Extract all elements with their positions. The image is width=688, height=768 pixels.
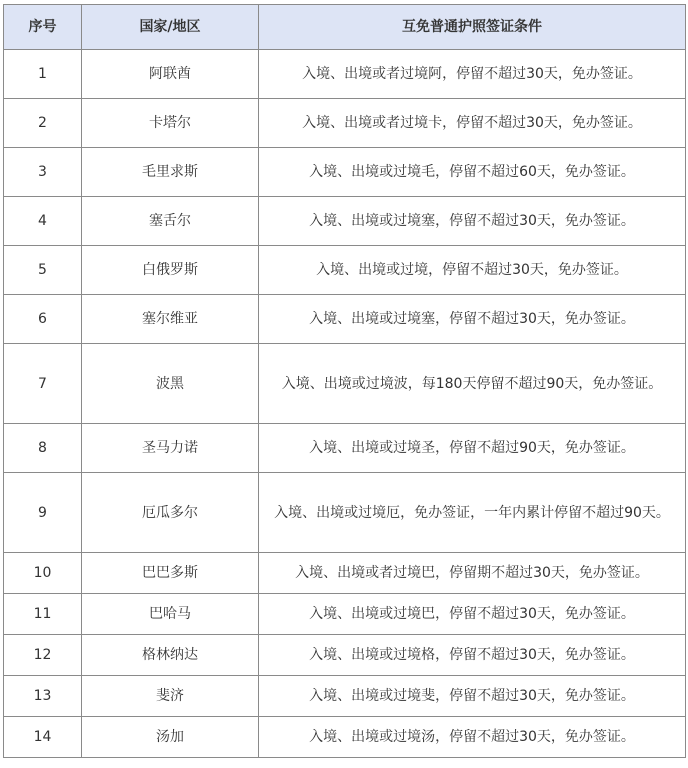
table-row (4, 344, 686, 424)
table-header (4, 5, 686, 50)
row-number: 14 (4, 717, 82, 758)
row-condition: 入境、出境或过境波，每180天停留不超过90天，免办签证。 (259, 344, 686, 424)
row-country: 厄瓜多尔 (82, 473, 259, 553)
row-number: 13 (4, 676, 82, 717)
row-condition: 入境、出境或过境格，停留不超过30天，免办签证。 (259, 635, 686, 676)
header-number: 序号 (4, 5, 82, 50)
table-row (4, 594, 686, 635)
row-condition: 入境、出境或过境厄，免办签证，一年内累计停留不超过90天。 (259, 473, 686, 553)
table-row (4, 553, 686, 594)
row-number: 4 (4, 197, 82, 246)
row-country: 波黑 (82, 344, 259, 424)
header-country: 国家/地区 (82, 5, 259, 50)
table-row (4, 676, 686, 717)
table-row (4, 50, 686, 99)
row-condition: 入境、出境或过境毛，停留不超过60天，免办签证。 (259, 148, 686, 197)
row-number: 6 (4, 295, 82, 344)
table-row (4, 99, 686, 148)
row-number: 12 (4, 635, 82, 676)
row-number: 10 (4, 553, 82, 594)
table-row (4, 424, 686, 473)
row-number: 9 (4, 473, 82, 553)
row-country: 白俄罗斯 (82, 246, 259, 295)
table-row (4, 148, 686, 197)
row-country: 塞尔维亚 (82, 295, 259, 344)
row-condition: 入境、出境或过境圣，停留不超过90天，免办签证。 (259, 424, 686, 473)
row-country: 汤加 (82, 717, 259, 758)
header-row (4, 5, 686, 50)
row-condition: 入境、出境或者过境阿，停留不超过30天，免办签证。 (259, 50, 686, 99)
row-condition: 入境、出境或过境塞，停留不超过30天，免办签证。 (259, 295, 686, 344)
row-country: 塞舌尔 (82, 197, 259, 246)
row-condition: 入境、出境或过境塞，停留不超过30天，免办签证。 (259, 197, 686, 246)
row-number: 8 (4, 424, 82, 473)
row-country: 圣马力诺 (82, 424, 259, 473)
row-condition: 入境、出境或者过境巴，停留期不超过30天，免办签证。 (259, 553, 686, 594)
row-number: 11 (4, 594, 82, 635)
row-country: 巴哈马 (82, 594, 259, 635)
row-number: 5 (4, 246, 82, 295)
table-row (4, 295, 686, 344)
row-condition: 入境、出境或者过境卡，停留不超过30天，免办签证。 (259, 99, 686, 148)
row-number: 1 (4, 50, 82, 99)
table-row (4, 197, 686, 246)
table-row (4, 717, 686, 758)
row-condition: 入境、出境或过境巴，停留不超过30天，免办签证。 (259, 594, 686, 635)
row-number: 3 (4, 148, 82, 197)
row-condition: 入境、出境或过境，停留不超过30天，免办签证。 (259, 246, 686, 295)
row-number: 2 (4, 99, 82, 148)
header-condition: 互免普通护照签证条件 (259, 5, 686, 50)
row-condition: 入境、出境或过境斐，停留不超过30天，免办签证。 (259, 676, 686, 717)
row-country: 格林纳达 (82, 635, 259, 676)
table-row (4, 635, 686, 676)
visa-exemption-table (3, 4, 686, 758)
row-country: 巴巴多斯 (82, 553, 259, 594)
row-condition: 入境、出境或过境汤，停留不超过30天，免办签证。 (259, 717, 686, 758)
row-country: 阿联酋 (82, 50, 259, 99)
row-country: 卡塔尔 (82, 99, 259, 148)
row-country: 毛里求斯 (82, 148, 259, 197)
table-body (4, 50, 686, 758)
row-country: 斐济 (82, 676, 259, 717)
row-number: 7 (4, 344, 82, 424)
table-row (4, 473, 686, 553)
table-row (4, 246, 686, 295)
